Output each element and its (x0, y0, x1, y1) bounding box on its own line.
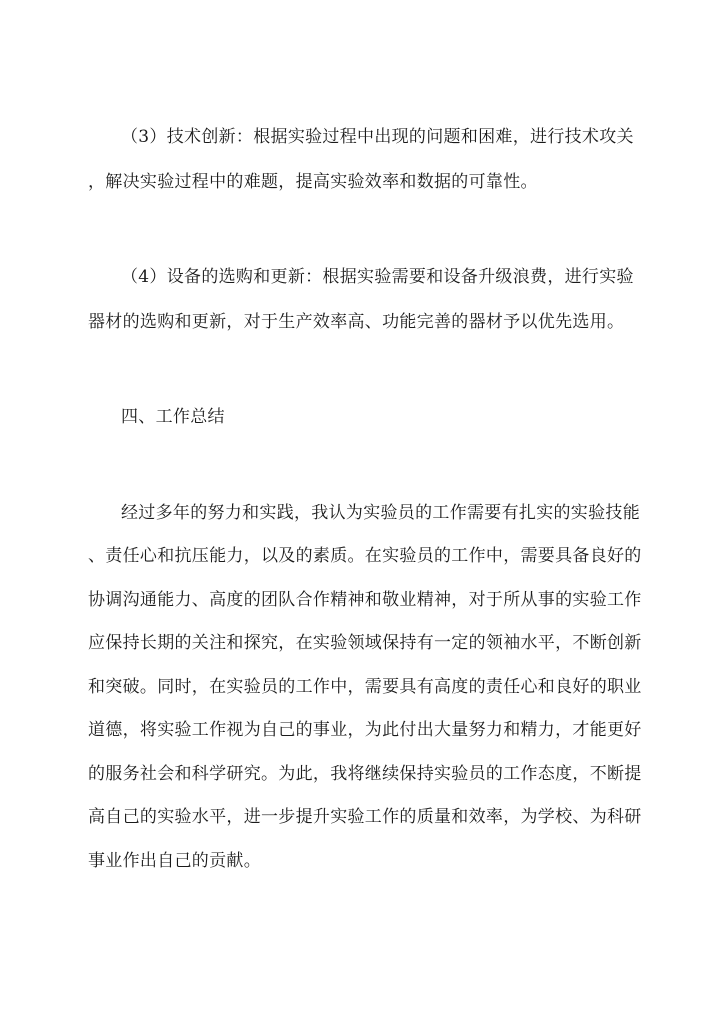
text-line: 器材的选购和更新，对于生产效率高、功能完善的器材予以优先选用。 (88, 312, 625, 332)
text-line: 、责任心和抗压能力，以及的素质。在实验员的工作中，需要具备良好的 (88, 546, 642, 566)
text-line: 和突破。同时，在实验员的工作中，需要具有高度的责任心和良好的职业 (88, 677, 642, 697)
text-line: ，解决实验过程中的难题，提高实验效率和数据的可靠性。 (88, 172, 538, 192)
text-line: 高自己的实验水平，进一步提升实验工作的质量和效率，为学校、为科研 (88, 807, 642, 827)
text-line: 的服务社会和科学研究。为此，我将继续保持实验员的工作态度，不断提 (88, 764, 642, 784)
text-line: （4）设备的选购和更新：根据实验需要和设备升级浪费，进行实验 (121, 267, 634, 287)
text-line: 经过多年的努力和实践，我认为实验员的工作需要有扎实的实验技能 (121, 503, 640, 523)
text-line: 协调沟通能力、高度的团队合作精神和敬业精神，对于所从事的实验工作 (88, 590, 642, 610)
text-line: 应保持长期的关注和探究，在实验领域保持有一定的领袖水平，不断创新 (88, 633, 642, 653)
text-line: 事业作出自己的贡献。 (88, 851, 261, 871)
text-line: （3）技术创新：根据实验过程中出现的问题和困难，进行技术攻关 (121, 127, 634, 147)
heading-text: 四、工作总结 (121, 407, 225, 427)
text-line: 道德，将实验工作视为自己的事业，为此付出大量努力和精力，才能更好 (88, 720, 642, 740)
